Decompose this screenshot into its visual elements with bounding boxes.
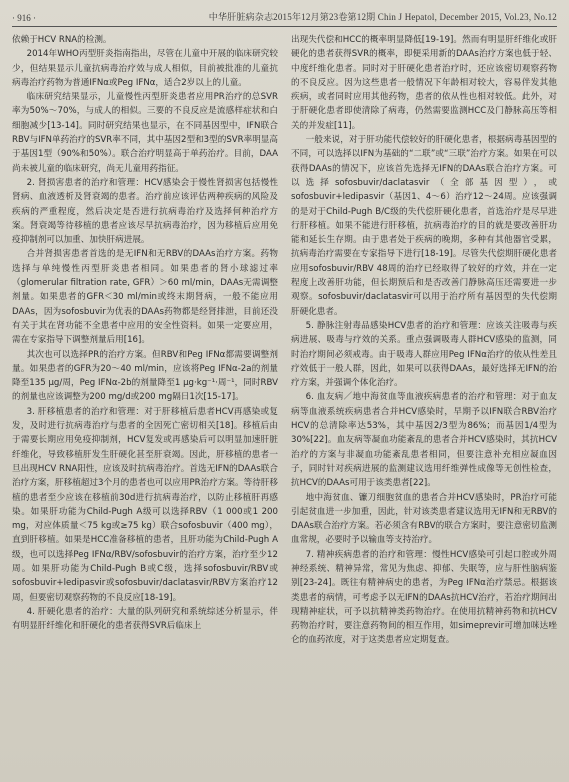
page-header bbox=[12, 10, 557, 27]
paragraph: 6. 血友病／地中海贫血等血液疾病患者的治疗和管理：对于血友病等血液系统疾病患者合并HCV感染时，早期予以IFN联合RBV治疗HCV的总清除率达53%，其中基因2/3型为86%；而基因1/4型为30%[22]。血友病等凝血功能紊乱的患者合并HCV感染时，其抗HCV治疗的方案与非凝血功能紊乱患者相同，但要注意补充相应凝血因子，同时针对疾病进展的监测建议选用纤维弹性成像等无创性检查，抗HCV的DAAs可用于该类患者[22]。 bbox=[291, 392, 557, 489]
paragraph: 地中海贫血、镰刀细胞贫血的患者合并HCV感染时，PR治疗可能引起贫血进一步加重，因此，针对该类患者建议选用无IFN和无RBV的DAAs联合治疗方案。若必须含有RBV的联合方案时，要注意密切监测血常规，必要时予以输血等支持治疗。 bbox=[291, 492, 557, 546]
left-column bbox=[12, 33, 278, 778]
paragraph: 2014年WHO丙型肝炎指南指出，尽管在儿童中开展的临床研究较少，但结果显示儿童抗病毒治疗效与成人相似，目前被批准的儿童抗病毒治疗药物为普通IFNα或Peg IFNα，适合2岁以上的儿童。 bbox=[12, 49, 278, 88]
paragraph: 其次也可以选择PR的治疗方案。但RBV和Peg IFNα都需要调整剂量。如果患者的GFR为20～40 ml/min，应该将Peg IFNα-2a的剂量降至135 μg/周，Peg IFNα-2b的剂量降至1 μg·kg⁻¹·周⁻¹，同时RBV的剂量也应该调整为200 mg/d或200 mg隔日1次[15-17]。 bbox=[12, 349, 278, 403]
paragraph: 合并肾损害患者首选的是无IFN和无RBV的DAAs治疗方案。药物选择与单纯慢性丙型肝炎患者相同。如果患者的肾小球滤过率（glomerular filtration rate, GFR）＞60 ml/min，DAAs无需调整剂量。如果患者的GFR＜30 ml/min或终末期肾病，一般不能应用DAAs，因为sofosbuvir为优表的DAAs药物都是经肾排泄，目前还没有关于其在肾功能不全患者中应用的安全性资料。如果一定要应用，需在专家指导下调整剂量后用[16]。 bbox=[12, 249, 278, 346]
page-number: · 916 · bbox=[12, 13, 36, 23]
paragraph: 出现失代偿和HCC的概率明显降低[19-19]。然而有明显肝纤维化或肝硬化的患者获得SVR的概率，即便采用新的DAAs治疗方案也低于轻、中度纤维化患者。同时对于肝硬化患者治疗时，还应该密切观察药物的不良反应。因为这些患者一般情况下年龄相对较大，容易伴发其他疾病，或者同时应用其他药物，患者的依从性也相对较低。此外，对于肝硬化患者即使清除了病毒，仍然需要监测HCC及门静脉高压等相关的并发症[11]。 bbox=[291, 35, 557, 131]
paragraph: 4. 肝硬化患者的治疗：大量的队列研究和系统综述分析显示，伴有明显肝纤维化和肝硬化的患者获得SVR后临床上 bbox=[12, 606, 278, 632]
paragraph: 5. 静脉注射毒品感染HCV患者的治疗和管理：应该关注吸毒与疾病进展、吸毒与疗效的关系。重点强调吸毒人群HCV感染的监测，同时治疗期间必须戒毒。由于吸毒人群应用Peg IFNα治疗的依从性差且疗效低于一般人群，因此，如果可以获得DAAs，最好选择无IFN的治疗方案，并强调个体化治疗。 bbox=[291, 320, 557, 389]
article-body bbox=[12, 33, 557, 778]
paragraph: 2. 肾损害患者的治疗和管理：HCV感染会于慢性肾损害包括慢性肾病、血液透析及肾衰竭的患者。治疗前应该评估两种疾病的风险及疾病的严重程度，然后决定是否进行抗病毒治疗及选择何种治疗方案。肾衰竭等待移植的患者应该尽早抗病毒治疗，因为移植后应用免疫抑制剂可以加重、加快肝病进展。 bbox=[12, 177, 278, 246]
paragraph: 临床研究结果显示，儿童慢性丙型肝炎患者应用PR治疗的总SVR率为50%～70%，与成人的相似。三要的不良反应是流感样症状和白细胞减少[13-14]。同时研究结果也显示，在不同基因型中，IFN联合RBV与IFN单药治疗的SVR率不同，其中基因2型和3型的SVR率明显高于基因1型（90%和50%）。联合治疗明显高于单药治疗。目前，DAA尚未被儿童的临床研究，尚无儿童用药指征。 bbox=[12, 92, 278, 174]
right-column bbox=[291, 33, 557, 778]
paragraph: 7. 精神疾病患者的治疗和管理：慢性HCV感染可引起口腔或外周神经系统、精神异常，常见为焦虑、抑郁、失眠等，应与肝性脑病鉴别[23-24]。既往有精神病史的患者，为Peg IFNα治疗禁忌。根据该类患者的病情，可考虑予以无IFN的DAAs抗HCV治疗，若治疗期间出现精神症状，可予以抗精神类药物治疗。在使用抗精神药物和抗HCV药物治疗时，要注意药物间的相互作用，如simeprevir可增加咪达唑仑的血药浓度，对于这类患者应定期复查。 bbox=[291, 549, 557, 646]
paragraph: 3. 肝移植患者的治疗和管理：对于肝移植后患者HCV再感染或复发，及时进行抗病毒治疗与患者的全因死亡密切相关[18]。移植后由于需要长期应用免疫抑制剂，HCV复发或再感染后可以明显加速肝脏纤维化，导致移植肝发生肝硬化甚至肝衰竭。因此，肝移植的患者一旦出现HCV RNA阳性，应该及时抗病毒治疗。首选无IFN的DAAs联合治疗方案，肝移植超过3个月的患者也可以应用PR治疗方案。等待肝移植的患者至少应该在移植前30d进行抗病毒治疗，以防止移植肝再感染。如果肝功能为Child-Pugh A级可以选择RBV（1 000或1 200 mg，对应体质量＜75 kg或≥75 kg）联合sofosbuvir（400 mg），直到肝移植。如果是HCC准备移植的患者，且肝功能为Child-Pugh A级，也可以选择Peg IFNα/RBV/sofosbuvir的治疗方案，治疗至少12周。如果肝功能为Child-Pugh B或C级，选择sofosbuvir/RBV或sofosbuvir+ledipasvir或sofosbuvir/daclatasvir/RBV方案治疗12周，但要密切观察药物的不良反应[18-19]。 bbox=[12, 406, 278, 603]
paragraph: 依赖于HCV RNA的检测。 bbox=[12, 35, 112, 45]
paragraph: 一般来说，对于肝功能代偿较好的肝硬化患者，根据病毒基因型的不同，可以选择以IFN为基础的“二联”或“三联”治疗方案。如果在可以获得DAAs的情况下，应该首先选择无IFN的DAAs联合治疗方案。可以选择sofosbuvir/daclatasvir（全部基因型），或sofosbuvir+ledipasvir（基因1、4～6）治疗12～24周。应该强调的是对于Child-Pugh B/C级的失代偿肝硬化患者，首选治疗是尽早进行肝移植。如果不能进行肝移植，抗病毒治疗的目的就是要改善肝功能和延长生存期。由于患者处于疾病的晚期，多种有其他器官受累，抗病毒治疗需要在专家指导下进行[18-19]。尽管失代偿期肝硬化患者应用sofosbuvir/RBV 48周的治疗已经取得了较好的疗效，并在一定程度上改善肝功能，但长期预后和是否改善门静脉高压还需要进一步观察。sofosbuvir/daclatasvir可以用于治疗所有基因型的失代偿期肝硬化患者。 bbox=[291, 135, 557, 317]
journal-title: 中华肝脏病杂志2015年12月第23卷第12期 Chin J Hepatol, December 2015, Vol.23, No.12 bbox=[208, 12, 557, 22]
